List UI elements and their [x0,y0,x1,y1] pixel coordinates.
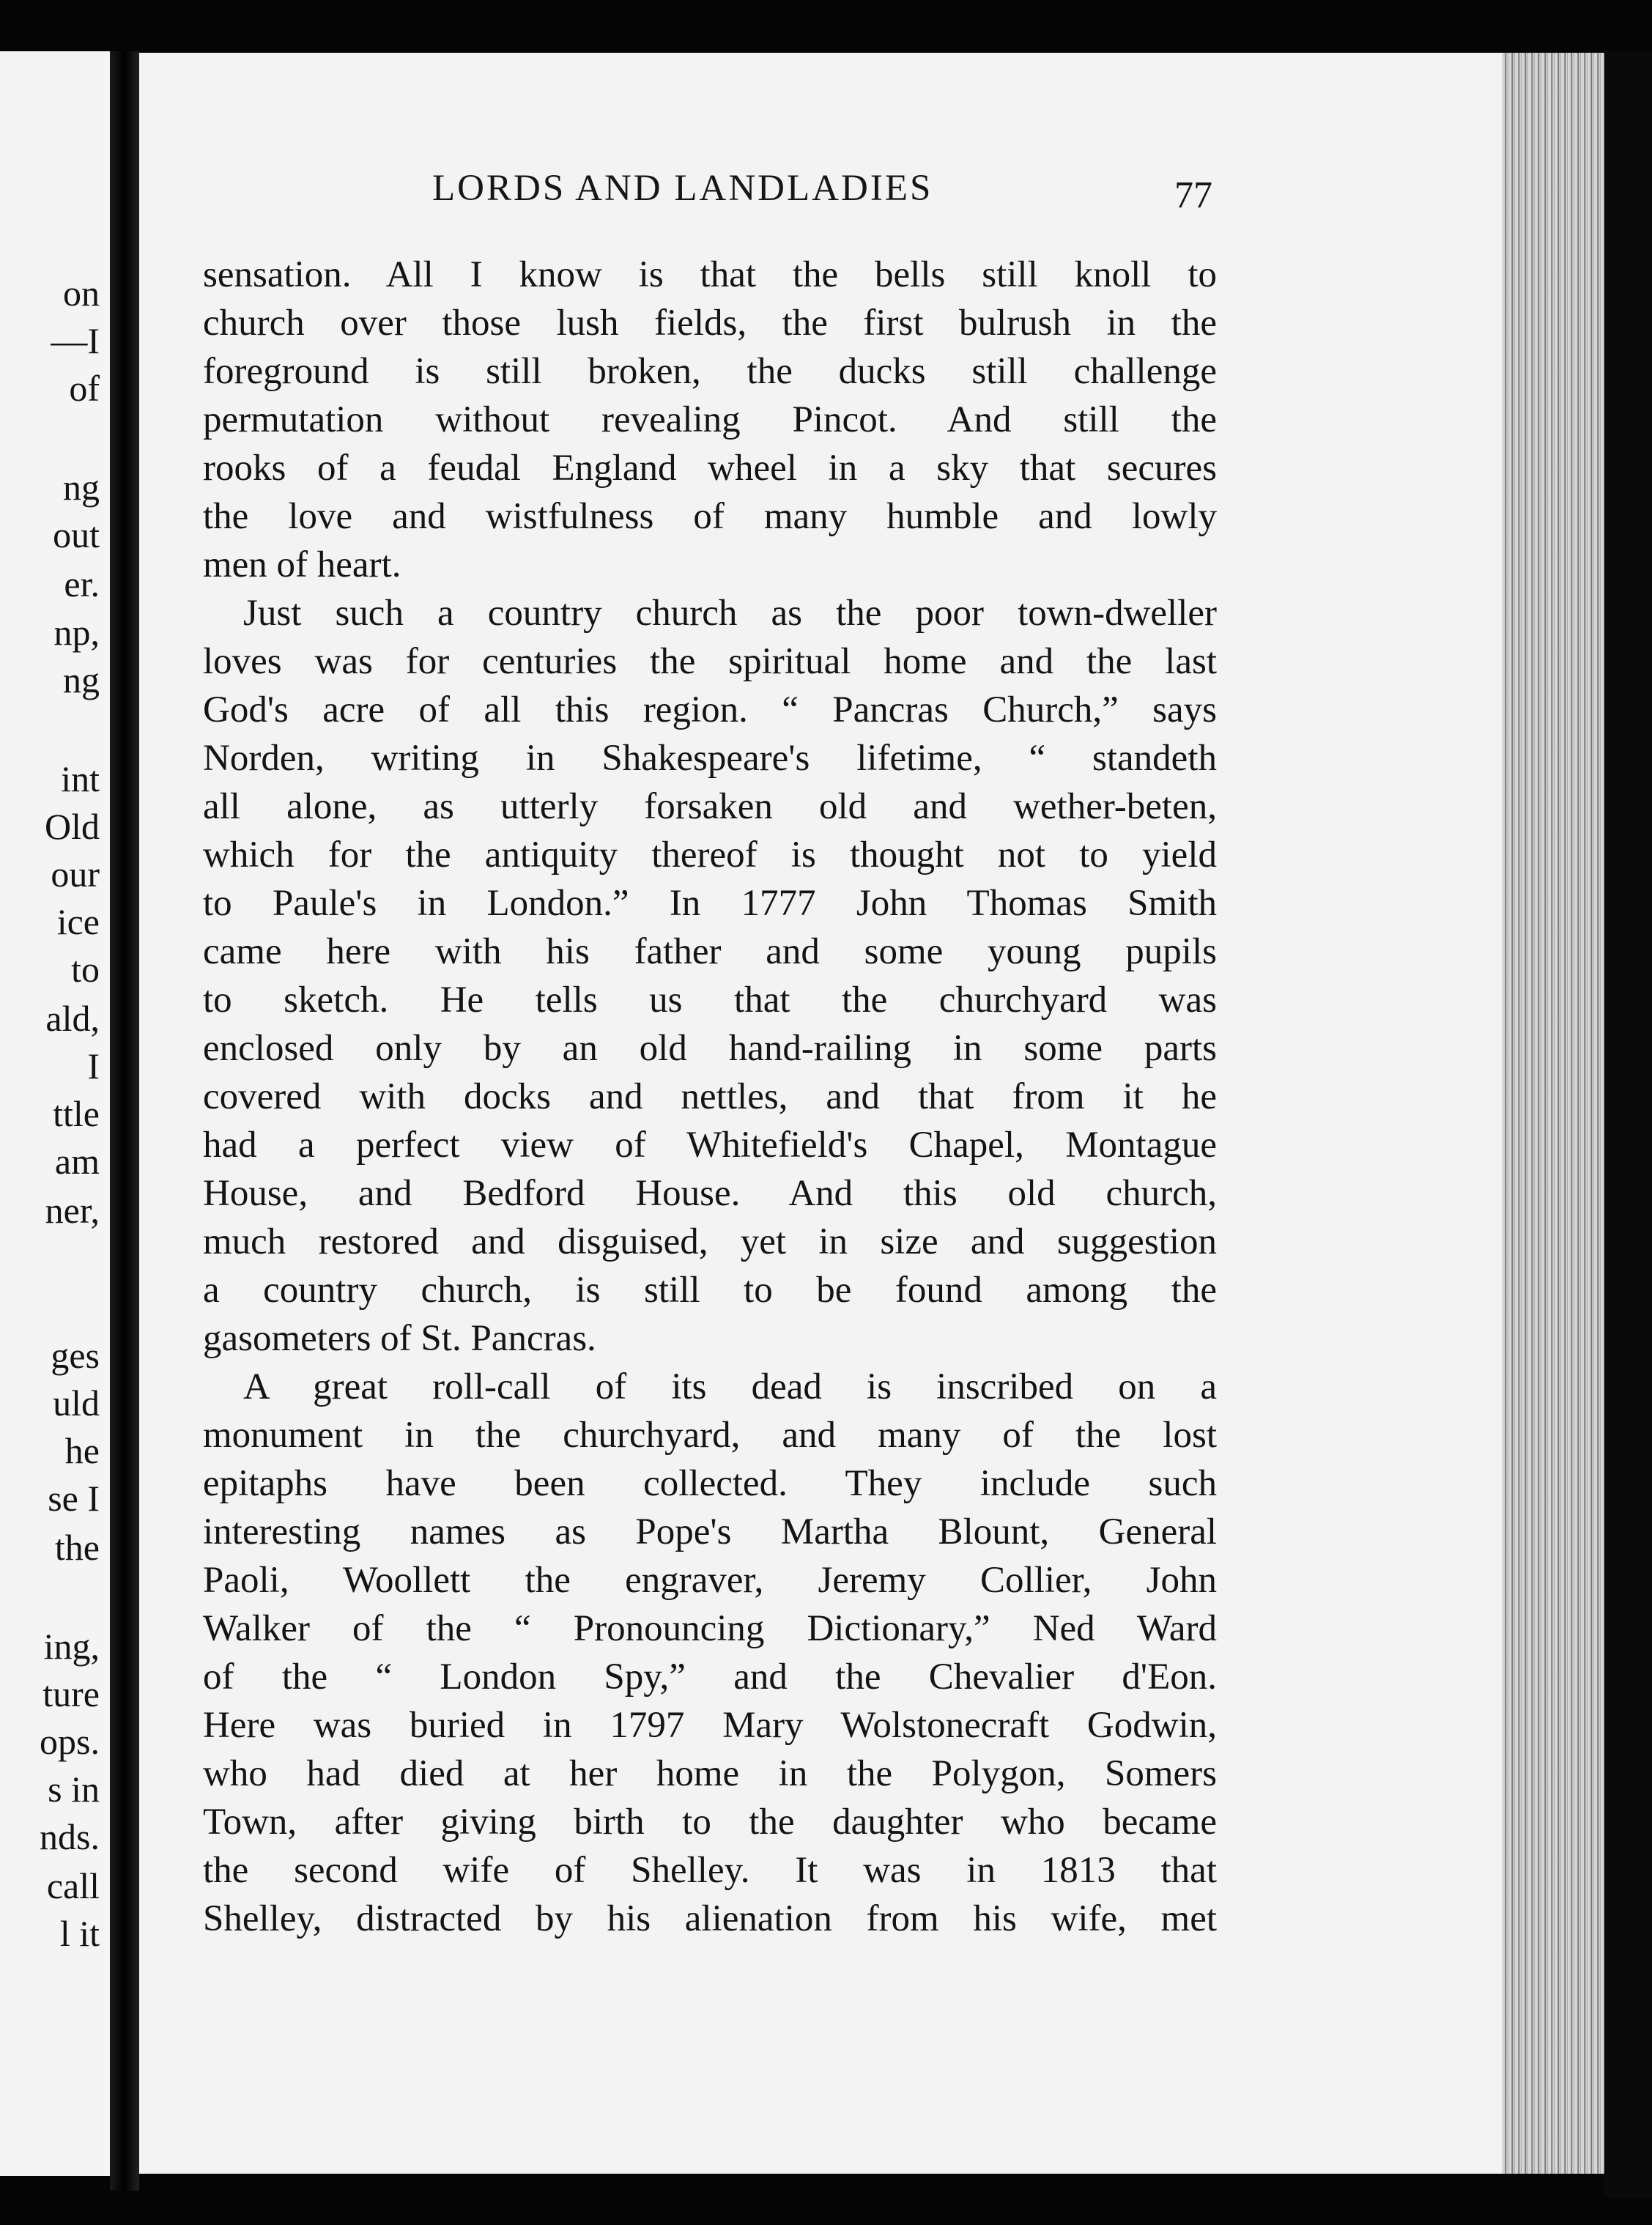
facing-page-text-fragment: int [61,758,100,799]
text-line: enclosed only by an old hand-railing in some parts [203,1028,1217,1069]
text-line: Just such a country church as the poor town-dweller [243,593,1217,634]
text-line: monument in the churchyard, and many of the lost [203,1415,1217,1456]
facing-page-text-fragment: ges [51,1335,100,1376]
text-line: of the “ London Spy,” and the Chevalier d'Eon. [203,1656,1217,1698]
text-line: a country church, is still to be found among the [203,1270,1217,1311]
text-line: loves was for centuries the spiritual home and the last [203,641,1217,682]
text-line: came here with his father and some young pupils [203,931,1217,972]
text-line: had a perfect view of Whitefield's Chapel, Montague [203,1125,1217,1166]
facing-page-text-fragment: I [87,1045,100,1086]
text-line: gasometers of St. Pancras. [203,1318,596,1359]
facing-page-text-fragment: to [71,949,100,990]
book-cover-edge [1604,51,1652,2198]
text-line: A great roll-call of its dead is inscribed on a [243,1366,1217,1407]
text-line: church over those lush fields, the first bulrush in the [203,303,1217,344]
text-line: to Paule's in London.” In 1777 John Thomas Smith [203,883,1217,924]
body-text [203,251,1217,1943]
running-head: LORDS AND LANDLADIES [432,168,933,209]
text-line: to sketch. He tells us that the churchyard was [203,980,1217,1021]
page-number: 77 [1174,174,1212,216]
text-line: rooks of a feudal England wheel in a sky that secures [203,448,1217,489]
facing-page-text-fragment: call [46,1865,100,1906]
facing-page-text-fragment: out [53,514,100,555]
facing-page-text-fragment: he [64,1430,100,1471]
facing-page-text-fragment: ald, [45,998,100,1039]
facing-page-fragment [0,51,110,2176]
text-line: Walker of the “ Pronouncing Dictionary,” Ned Ward [203,1608,1217,1649]
facing-page-text-fragment: our [51,854,100,895]
text-line: men of heart. [203,544,401,585]
facing-page-text-fragment: ner, [45,1190,100,1231]
page-edges [1502,53,1619,2174]
text-line: the love and wistfulness of many humble and lowly [203,496,1217,537]
facing-page-text-fragment: er. [64,563,100,604]
text-line: Shelley, distracted by his alienation from his wife, met [203,1898,1217,1939]
facing-page-text-fragment: nds. [40,1816,100,1857]
facing-page-text-fragment: Old [45,806,100,847]
book-gutter [110,51,139,2191]
facing-page-text-fragment: np, [53,612,100,653]
text-line: foreground is still broken, the ducks still challenge [203,351,1217,392]
facing-page-text-fragment: uld [53,1382,100,1424]
facing-page-text-fragment: on [63,273,100,314]
text-line: Paoli, Woollett the engraver, Jeremy Collier, John [203,1560,1217,1601]
text-line: epitaphs have been collected. They include such [203,1463,1217,1504]
facing-page-text-fragment: ng [63,659,100,700]
text-line: the second wife of Shelley. It was in 1813 that [203,1850,1217,1891]
text-line: much restored and disguised, yet in size and suggestion [203,1221,1217,1262]
facing-page-text-fragment: ops. [40,1721,100,1762]
facing-page-text-fragment: ice [56,901,100,942]
text-line: Here was buried in 1797 Mary Wolstonecraft Godwin, [203,1705,1217,1746]
facing-page-text-fragment: —I [51,320,100,361]
facing-page-text-fragment: ing, [43,1626,100,1667]
text-line: permutation without revealing Pincot. And still the [203,399,1217,440]
facing-page-text-fragment: of [69,368,100,409]
text-line: covered with docks and nettles, and that from it he [203,1076,1217,1117]
facing-page-text-fragment: ture [42,1673,100,1714]
facing-page-text-fragment: ttle [53,1093,100,1134]
text-line: sensation. All I know is that the bells still knoll to [203,254,1217,295]
facing-page-text-fragment: s in [48,1769,100,1810]
facing-page-text-fragment: se I [48,1478,100,1519]
text-line: who had died at her home in the Polygon, Somers [203,1753,1217,1794]
text-line: House, and Bedford House. And this old church, [203,1173,1217,1214]
facing-page-text-fragment: l it [59,1913,100,1954]
facing-page-text-fragment: ng [63,467,100,508]
facing-page-text-fragment: the [54,1527,100,1568]
text-line: God's acre of all this region. “ Pancras Church,” says [203,689,1217,730]
facing-page-text-fragment: am [54,1141,100,1182]
text-line: which for the antiquity thereof is thought not to yield [203,834,1217,875]
text-line: interesting names as Pope's Martha Blount, General [203,1511,1217,1552]
text-line: Town, after giving birth to the daughter who became [203,1802,1217,1843]
text-line: all alone, as utterly forsaken old and wether-beten, [203,786,1217,827]
text-line: Norden, writing in Shakespeare's lifetime, “ standeth [203,738,1217,779]
